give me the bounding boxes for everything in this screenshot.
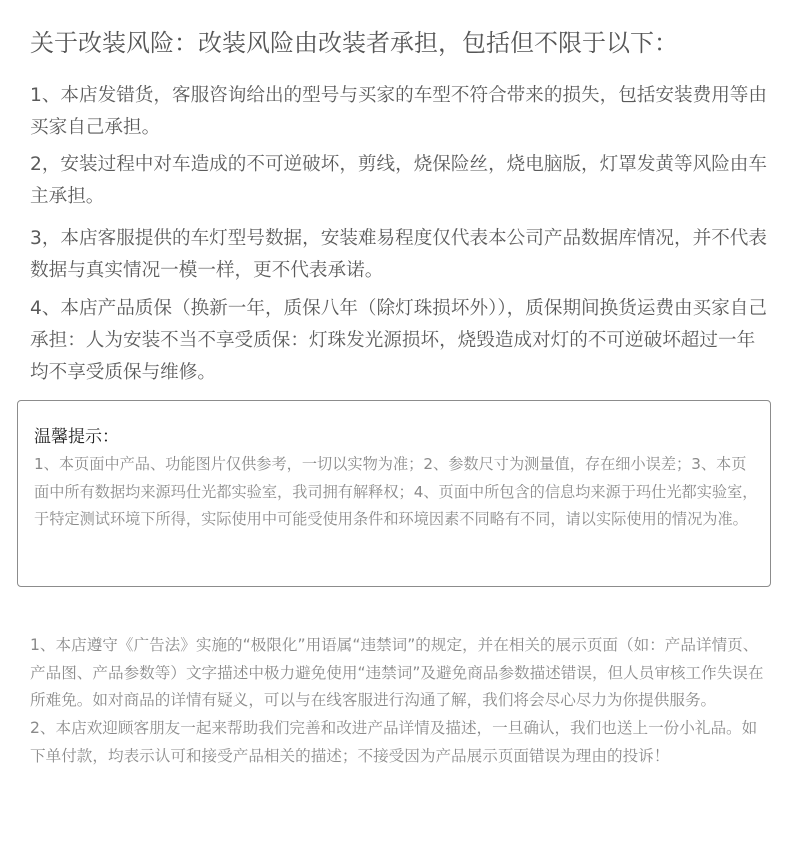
warm-notice-title: 温馨提示： [34, 427, 119, 447]
risk-item-3: 3，本店客服提供的车灯型号数据，安装难易程度仅代表本公司产品数据库情况，并不代表数据与真实情况一模一样，更不代表承诺。 [30, 228, 767, 281]
warm-notice-body: 1、本页面中产品、功能图片仅供参考，一切以实物为准；2、参数尺寸为测量值，存在细小误差；3、本页面中所有数据均来源玛仕光都实验室，我司拥有解释权；4、页面中所包含的信息均来源于玛仕光都实验室，于特定测试环境下所得，实际使用中可能受使用条件和环境因素不同略有不同，请以实际使用的情况为准。 [34, 455, 758, 528]
risk-item-1: 1、本店发错货，客服咨询给出的型号与买家的车型不符合带来的损失，包括安装费用等由买家自己承担。 [30, 85, 767, 138]
disclaimer-item-2: 2、本店欢迎顾客朋友一起来帮助我们完善和改进产品详情及描述，一旦确认，我们也送上一份小礼品。如下单付款，均表示认可和接受产品相关的描述；不接受因为产品展示页面错误为理由的投诉！ [30, 719, 758, 765]
risk-item-2: 2，安装过程中对车造成的不可逆破坏，剪线，烧保险丝，烧电脑版，灯罩发黄等风险由车主承担。 [30, 154, 767, 207]
risk-item-4: 4、本店产品质保（换新一年，质保八年（除灯珠损坏外）），质保期间换货运费由买家自己承担：人为安装不当不享受质保：灯珠发光源损坏，烧毁造成对灯的不可逆破坏超过一年均不享受质保与维修。 [30, 298, 767, 383]
disclaimer-item-1: 1、本店遵守《广告法》实施的“极限化”用语属“违禁词”的规定，并在相关的展示页面（如：产品详情页、产品图、产品参数等）文字描述中极力避免使用“违禁词”及避免商品参数描述错误，但人员审核工作失误在所难免。如对商品的详情有疑义，可以与在线客服进行沟通了解，我们将会尽心尽力为你提供服务。 [30, 636, 764, 710]
risk-title: 关于改装风险：改装风险由改装者承担，包括但不限于以下： [30, 29, 678, 57]
disclaimer-section [30, 632, 765, 771]
warm-notice-box [17, 400, 771, 587]
